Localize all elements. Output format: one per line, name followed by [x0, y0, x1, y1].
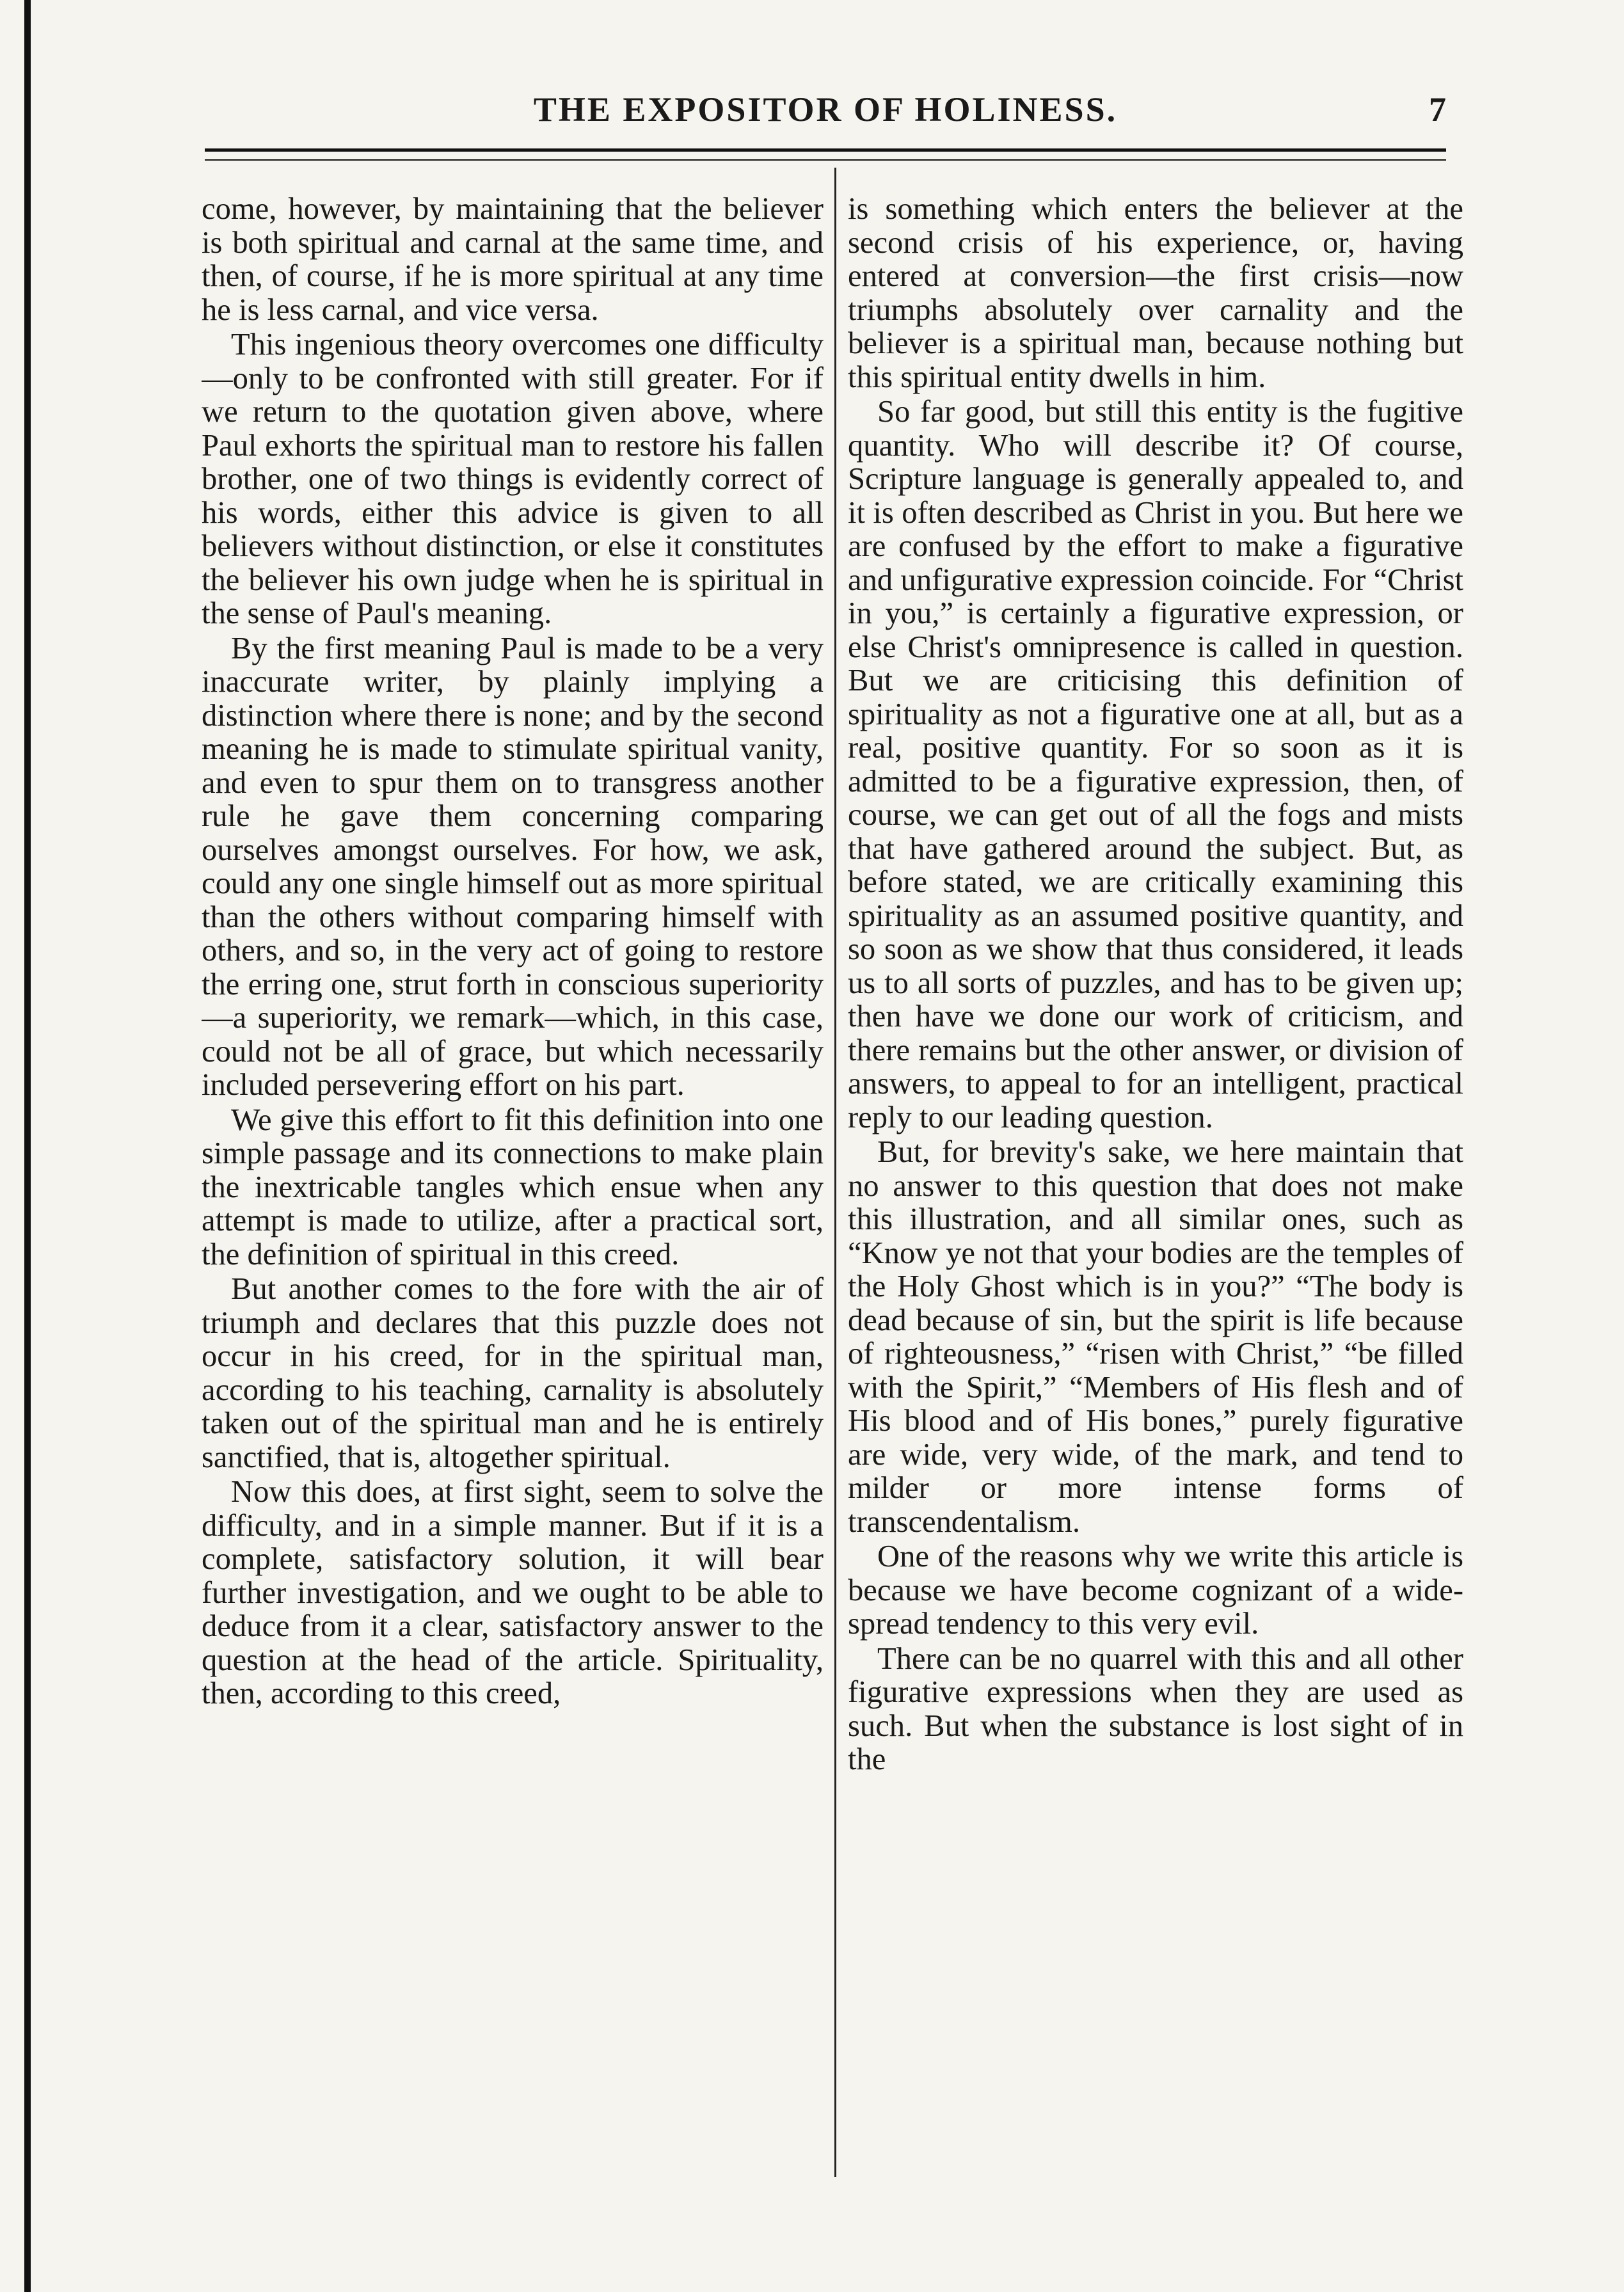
paragraph: This ingenious theory overcomes one difficulty—only to be confronted with still greater. For if we return to the quotation given above, where Paul exhorts the spiritual man to restore his fallen brother, one of two things is evidently correct of his words, either this advice is given to all believers without distinction, or else it constitutes the believer his own judge when he is spiritual in the sense of Paul's meaning.	[202, 327, 824, 630]
paragraph: Now this does, at first sight, seem to solve the difficulty, and in a simple manner. But if it is a complete, satisfactory solution, it will bear further investigation, and we ought to be able to deduce from it a clear, satisfactory answer to the question at the head of the article. Spirituality, then, according to this creed,	[202, 1474, 824, 1710]
column-divider	[834, 168, 836, 2177]
paragraph: come, however, by maintaining that the believer is both spiritual and carnal at the same time, and then, of course, if he is more spiritual at any time he is less carnal, and vice versa.	[202, 192, 824, 327]
paragraph: But another comes to the fore with the air of triumph and declares that this puzzle does not occur in his creed, for in the spiritual man, according to his teaching, carnality is absolutely taken out of the spiritual man and he is entirely sanctified, that is, altogether spiritual.	[202, 1271, 824, 1474]
left-column	[202, 192, 824, 2176]
paragraph: is something which enters the believer at the second crisis of his experience, or, having entered at conversion—the first crisis—now triumphs absolutely over carnality and the believer is a spiritual man, because nothing but this spiritual entity dwells in him.	[848, 192, 1463, 394]
page-binding-edge	[24, 0, 31, 2292]
right-column	[848, 192, 1463, 2176]
paragraph: By the first meaning Paul is made to be a very inaccurate writer, by plainly implying a distinction where there is none; and by the second meaning he is made to stimulate spiritual vanity, and even to spur them on to transgress another rule he gave them concerning comparing ourselves amongst ourselves. For how, we ask, could any one single himself out as more spiritual than the others without comparing himself with others, and so, in the very act of going to restore the erring one, strut forth in conscious superiority—a superiority, we remark—which, in this case, could not be all of grace, but which necessarily included persevering effort on his part.	[202, 630, 824, 1102]
page-number: 7	[1429, 90, 1446, 129]
running-header	[205, 90, 1446, 141]
paragraph: We give this effort to fit this definition into one simple passage and its connections to make plain the inextricable tangles which ensue when any attempt is made to utilize, after a practical sort, the definition of spiritual in this creed.	[202, 1102, 824, 1271]
paragraph: So far good, but still this entity is the fugitive quantity. Who will describe it? Of course, Scripture language is generally appealed to, and it is often described as Christ in you. But here we are confused by the effort to make a figurative and unfigurative expression coincide. For “Christ in you,” is certainly a figurative expression, or else Christ's omnipresence is called in question. But we are criticising this definition of spirituality as not a figurative one at all, but as a real, positive quantity. For so soon as it is admitted to be a figurative expression, then, of course, we can get out of all the fogs and mists that have gathered around the subject. But, as before stated, we are critically examining this spirituality as an assumed positive quantity, and so soon as we show that thus considered, it leads us to all sorts of puzzles, and has to be given up; then have we done our work of criticism, and there remains but the other answer, or division of answers, to appeal to for an intelligent, practical reply to our leading question.	[848, 394, 1463, 1134]
paragraph: There can be no quarrel with this and all other figurative expressions when they are used as such. But when the substance is lost sight of in the	[848, 1641, 1463, 1776]
paragraph: But, for brevity's sake, we here maintain that no answer to this question that does not make this illustration, and all similar ones, such as “Know ye not that your bodies are the temples of the Holy Ghost which is in you?” “The body is dead because of sin, but the spirit is life because of righteousness,” “risen with Christ,” “be filled with the Spirit,” “Members of His flesh and of His blood and of His bones,” purely figurative are wide, very wide, of the mark, and tend to milder or more intense forms of transcendentalism.	[848, 1134, 1463, 1539]
journal-title: THE EXPOSITOR OF HOLINESS.	[533, 90, 1118, 129]
paragraph: One of the reasons why we write this article is because we have become cognizant of a wide-spread tendency to this very evil.	[848, 1539, 1463, 1641]
header-rule-thin	[205, 159, 1446, 161]
header-rule-thick	[205, 148, 1446, 152]
